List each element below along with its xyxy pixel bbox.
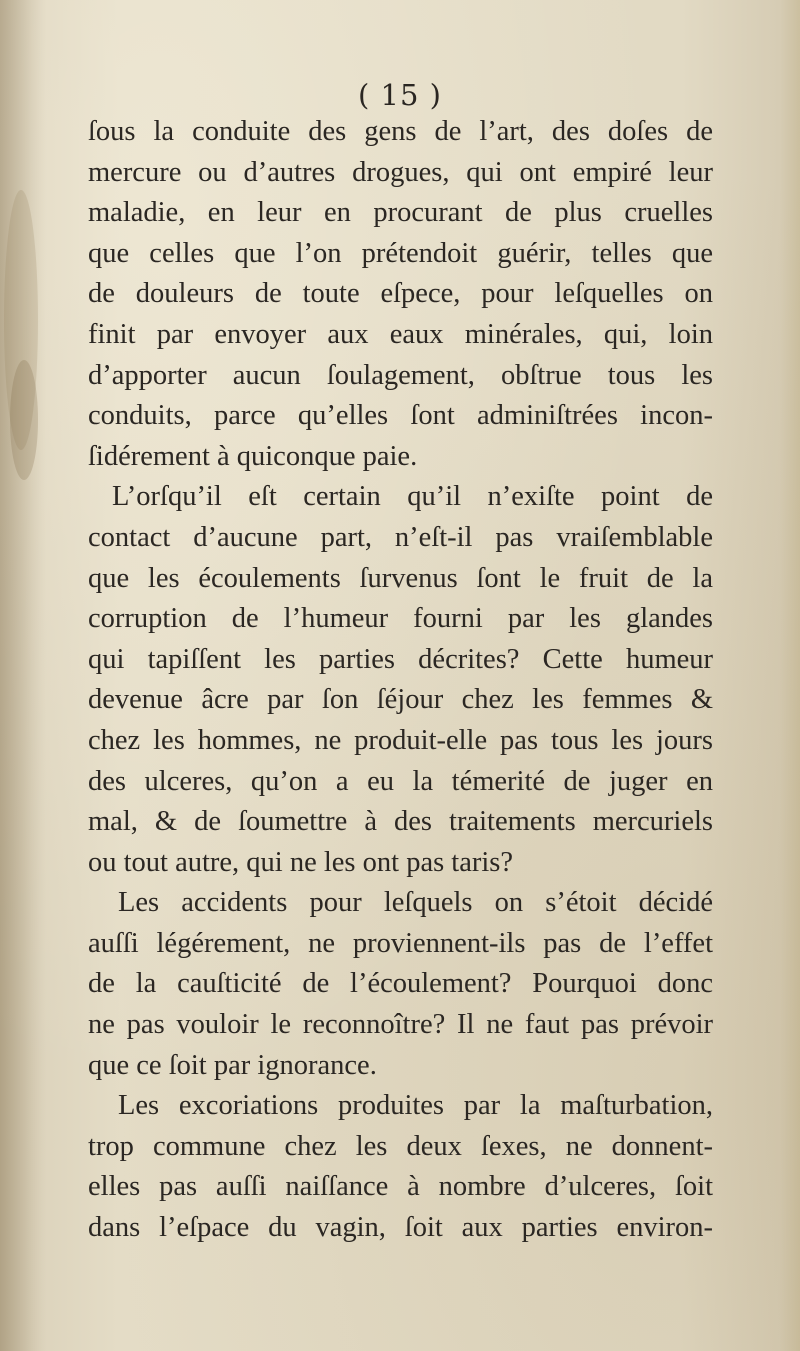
text-line: que ce ſoit par ignorance. [88,1049,377,1081]
text-line: chez les hommes, ne produit-elle pas tous les jours [88,724,713,756]
text-line: qui tapiſſent les parties décrites? Cette humeur [88,643,713,675]
text-line: des ulceres, qu’on a eu la témerité de juger en [88,765,713,797]
text-line: finit par envoyer aux eaux minérales, qui, loin [88,318,713,350]
text-line: d’apporter aucun ſoulagement, obſtrue tous les [88,359,713,391]
text-line: auſſi légérement, ne proviennent-ils pas de l’effet [88,927,713,959]
page-number: ( 15 ) [358,78,442,112]
text-line: de la cauſticité de l’écoulement? Pourquoi donc [88,968,713,1000]
text-line: contact d’aucune part, n’eſt-il pas vraiſemblable [88,521,713,553]
text-line: ſidérement à quiconque paie. [88,440,418,472]
text-line: dans l’eſpace du vagin, ſoit aux parties environ- [88,1212,713,1244]
text-line: trop commune chez les deux ſexes, ne donnent- [88,1130,713,1162]
text-line: Les accidents pour leſquels on s’étoit décidé [118,887,713,919]
text-line: mercure ou d’autres drogues, qui ont empiré leur [88,156,713,188]
text-line: que celles que l’on prétendoit guérir, telles que [88,237,713,269]
text-line: ne pas vouloir le reconnoître? Il ne faut pas prévoir [88,1009,713,1041]
body-text [88,112,713,1249]
text-line: Les excoriations produites par la maſturbation, [118,1090,713,1122]
text-line: de douleurs de toute eſpece, pour leſquelles on [88,278,713,310]
text-line: devenue âcre par ſon ſéjour chez les femmes & [88,684,713,716]
text-line: maladie, en leur en procurant de plus cruelles [88,197,713,229]
text-line: L’orſqu’il eſt certain qu’il n’exiſte point de [112,481,713,513]
text-line: mal, & de ſoumettre à des traitements mercuriels [88,806,713,838]
text-line: que les écoulements ſurvenus ſont le fruit de la [88,562,713,594]
text-line: elles pas auſſi naiſſance à nombre d’ulceres, ſoit [88,1171,713,1203]
text-line: corruption de l’humeur fourni par les glandes [88,603,713,635]
paper-stain [10,360,38,480]
text-line: conduits, parce qu’elles ſont adminiſtrées incon- [88,400,713,432]
text-line: ſous la conduite des gens de l’art, des doſes de [88,116,713,147]
text-line: ou tout autre, qui ne les ont pas taris? [88,846,514,878]
